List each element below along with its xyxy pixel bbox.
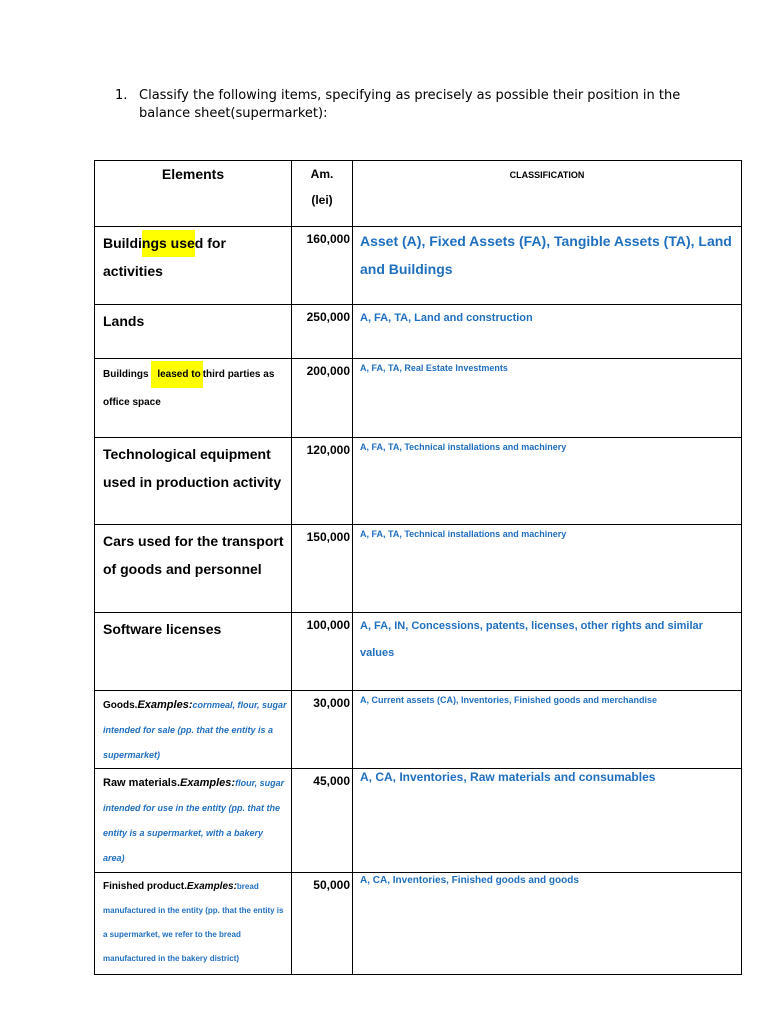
table-row bbox=[95, 769, 742, 873]
element-cell: Technological equipment used in production activity bbox=[95, 438, 292, 525]
classification-cell: A, Current assets (CA), Inventories, Finished goods and merchandise bbox=[353, 691, 742, 769]
header-amount-unit: (lei) bbox=[311, 193, 333, 207]
amount-cell: 45,000 bbox=[292, 769, 353, 873]
examples-text: flour, sugar intended for use in the entity (pp. that the entity is a supermarket, with a bakery area) bbox=[103, 778, 285, 863]
classification-cell: Asset (A), Fixed Assets (FA), Tangible Assets (TA), Land and Buildings bbox=[353, 227, 742, 305]
element-text: third parties as office space bbox=[103, 369, 275, 408]
element-cell: Cars used for the transport of goods and personnel bbox=[95, 525, 292, 613]
classification-cell: A, FA, TA, Land and construction bbox=[353, 305, 742, 359]
element-cell bbox=[95, 227, 292, 305]
header-classification: CLASSIFICATION bbox=[353, 161, 742, 227]
question-number: 1. bbox=[115, 88, 128, 103]
amount-cell: 120,000 bbox=[292, 438, 353, 525]
amount-cell: 250,000 bbox=[292, 305, 353, 359]
element-title: Finished product. bbox=[103, 881, 187, 892]
element-cell: Software licenses bbox=[95, 613, 292, 691]
table-header-row bbox=[95, 161, 742, 227]
element-text: Buildings bbox=[103, 369, 152, 380]
element-cell bbox=[95, 691, 292, 769]
element-cell bbox=[95, 359, 292, 438]
element-text: Buildi bbox=[103, 235, 142, 251]
table-row bbox=[95, 305, 742, 359]
table-row bbox=[95, 691, 742, 769]
table-row bbox=[95, 359, 742, 438]
classification-cell: A, CA, Inventories, Finished goods and goods bbox=[353, 873, 742, 975]
classification-cell: A, FA, TA, Real Estate Investments bbox=[353, 359, 742, 438]
amount-cell: 200,000 bbox=[292, 359, 353, 438]
table-row bbox=[95, 438, 742, 525]
amount-cell: 150,000 bbox=[292, 525, 353, 613]
examples-text: bread manufactured in the entity (pp. that the entity is a supermarket, we refer to the bread manufactured in the bakery district) bbox=[103, 882, 284, 963]
amount-cell: 100,000 bbox=[292, 613, 353, 691]
table-row bbox=[95, 227, 742, 305]
balance-sheet-table bbox=[94, 160, 742, 975]
question-text: Classify the following items, specifying as precisely as possible their position in the balance sheet(supermarket): bbox=[139, 88, 681, 121]
element-title: Raw materials. bbox=[103, 777, 181, 789]
amount-cell: 30,000 bbox=[292, 691, 353, 769]
header-amount bbox=[292, 161, 353, 227]
classification-cell: A, FA, IN, Concessions, patents, licenses, other rights and similar values bbox=[353, 613, 742, 691]
element-cell: Lands bbox=[95, 305, 292, 359]
element-cell bbox=[95, 873, 292, 975]
table-row bbox=[95, 613, 742, 691]
examples-label: Examples: bbox=[180, 777, 236, 789]
element-text: d for activities bbox=[103, 235, 226, 279]
highlighted-text: ngs use bbox=[142, 230, 195, 257]
examples-label: Examples: bbox=[186, 881, 237, 892]
classification-cell: A, FA, TA, Technical installations and machinery bbox=[353, 438, 742, 525]
header-elements: Elements bbox=[95, 161, 292, 227]
amount-cell: 160,000 bbox=[292, 227, 353, 305]
table-row bbox=[95, 525, 742, 613]
table-row bbox=[95, 873, 742, 975]
element-cell bbox=[95, 769, 292, 873]
element-title: Goods. bbox=[103, 700, 138, 711]
classification-cell: A, CA, Inventories, Raw materials and consumables bbox=[353, 769, 742, 873]
classification-cell: A, FA, TA, Technical installations and machinery bbox=[353, 525, 742, 613]
examples-label: Examples: bbox=[137, 699, 193, 711]
highlighted-text: leased to bbox=[151, 361, 202, 388]
amount-cell: 50,000 bbox=[292, 873, 353, 975]
header-amount-label: Am. bbox=[310, 167, 334, 181]
examples-text: cornmeal, flour, sugar intended for sale (pp. that the entity is a supermarket) bbox=[103, 700, 287, 760]
